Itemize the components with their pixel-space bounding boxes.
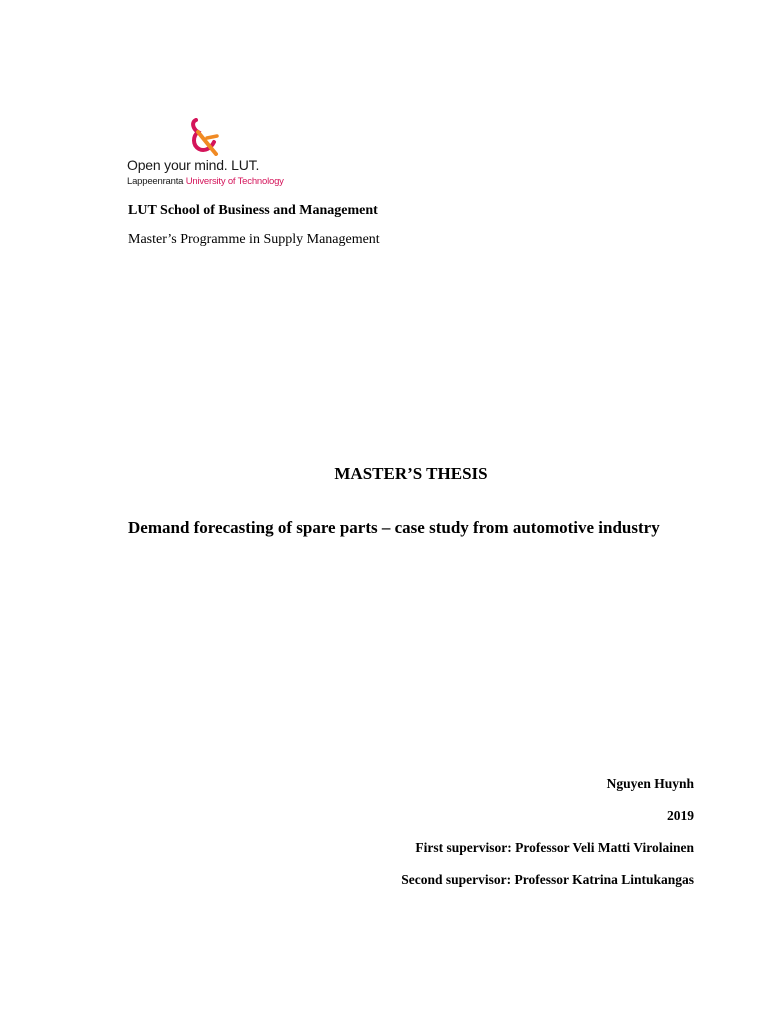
logo-tagline: Open your mind. LUT. — [127, 157, 260, 173]
document-type-label: MASTER’S THESIS — [334, 464, 488, 483]
second-supervisor: Second supervisor: Professor Katrina Lintukangas — [401, 872, 694, 887]
thesis-title: Demand forecasting of spare parts – case study from automotive industry — [128, 518, 660, 537]
lut-logo — [127, 118, 307, 190]
logo-city: Lappeenranta — [127, 176, 184, 187]
author-name: Nguyen Huynh — [606, 776, 694, 791]
first-supervisor: First supervisor: Professor Veli Matti Virolainen — [415, 840, 694, 855]
year: 2019 — [667, 808, 694, 823]
document-type-heading — [0, 464, 768, 484]
programme-name: Master’s Programme in Supply Management — [128, 232, 380, 247]
ampersand-logo-icon — [189, 118, 223, 156]
logo-university-name — [127, 176, 284, 187]
logo-university: University of Technology — [185, 176, 284, 187]
school-name: LUT School of Business and Management — [128, 203, 378, 218]
